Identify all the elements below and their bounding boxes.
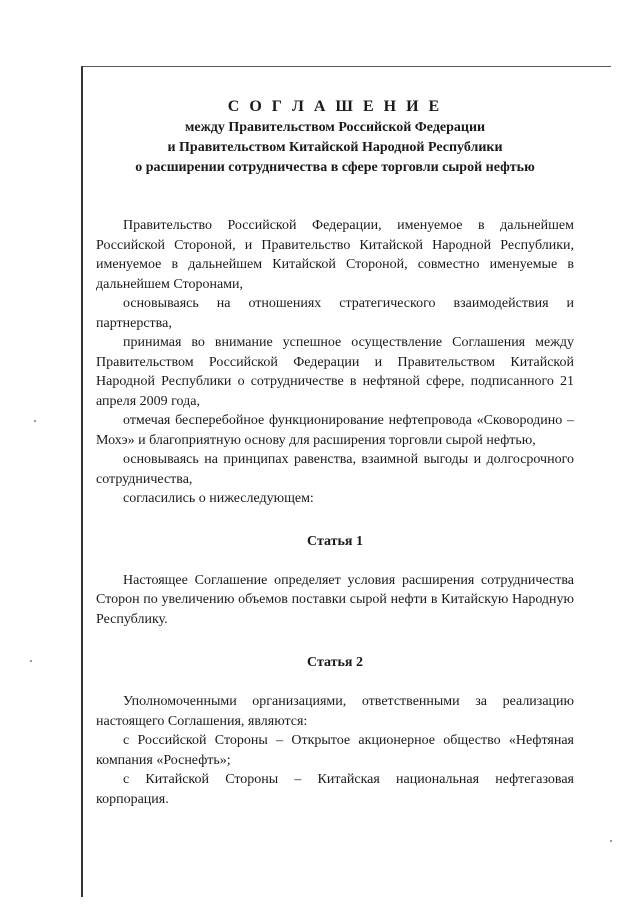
scan-speck: [30, 660, 32, 662]
preamble-paragraph: отмечая бесперебойное функционирование нефтепровода «Сковородино – Мохэ» и благоприятную основу для расширения торговли сырой нефтью,: [96, 413, 574, 448]
article-paragraph: с Российской Стороны – Открытое акционерное общество «Нефтяная компания «Роснефть»;: [96, 733, 574, 768]
article-1-heading: Статья 1: [307, 533, 363, 549]
preamble: [96, 216, 574, 509]
document-title: С О Г Л А Ш Е Н И Е: [227, 98, 443, 115]
preamble-paragraph: основываясь на отношениях стратегического взаимодействия и партнерства,: [96, 296, 574, 331]
article-1-body: [96, 571, 574, 630]
article-paragraph: с Китайской Стороны – Китайская национальная нефтегазовая корпорация.: [96, 772, 574, 807]
article-paragraph: Настоящее Соглашение определяет условия расширения сотрудничества Сторон по увеличению объемов поставки сырой нефти в Китайскую Народную Республику.: [96, 572, 574, 627]
scan-speck: [610, 840, 612, 842]
preamble-paragraph: Правительство Российской Федерации, именуемое в дальнейшем Российской Стороной, и Правительство Китайской Народной Республики, именуемое в дальнейшем Китайской Стороной, совместно именуемые в дальнейшем Сторонами,: [96, 218, 574, 292]
subtitle-line: между Правительством Российской Федерации: [184, 120, 486, 135]
preamble-paragraph: принимая во внимание успешное осуществление Соглашения между Правительством Российской Федерации и Правительством Китайской Народной Республики о сотрудничестве в нефтяной сфере, подписанного 21 апреля 2009 года,: [96, 335, 574, 409]
subtitle-line: о расширении сотрудничества в сфере торговли сырой нефтью: [135, 160, 535, 175]
scan-speck: [34, 420, 36, 422]
preamble-paragraph: согласились о нижеследующем:: [123, 491, 314, 506]
document-body: [96, 98, 574, 809]
article-paragraph: Уполномоченными организациями, ответственными за реализацию настоящего Соглашения, являются:: [96, 694, 574, 729]
subtitle-line: и Правительством Китайской Народной Республики: [167, 140, 503, 155]
document-subtitle: [96, 118, 574, 178]
preamble-paragraph: основываясь на принципах равенства, взаимной выгоды и долгосрочного сотрудничества,: [96, 452, 574, 487]
article-2-body: [96, 692, 574, 809]
article-2-heading: Статья 2: [307, 655, 363, 670]
